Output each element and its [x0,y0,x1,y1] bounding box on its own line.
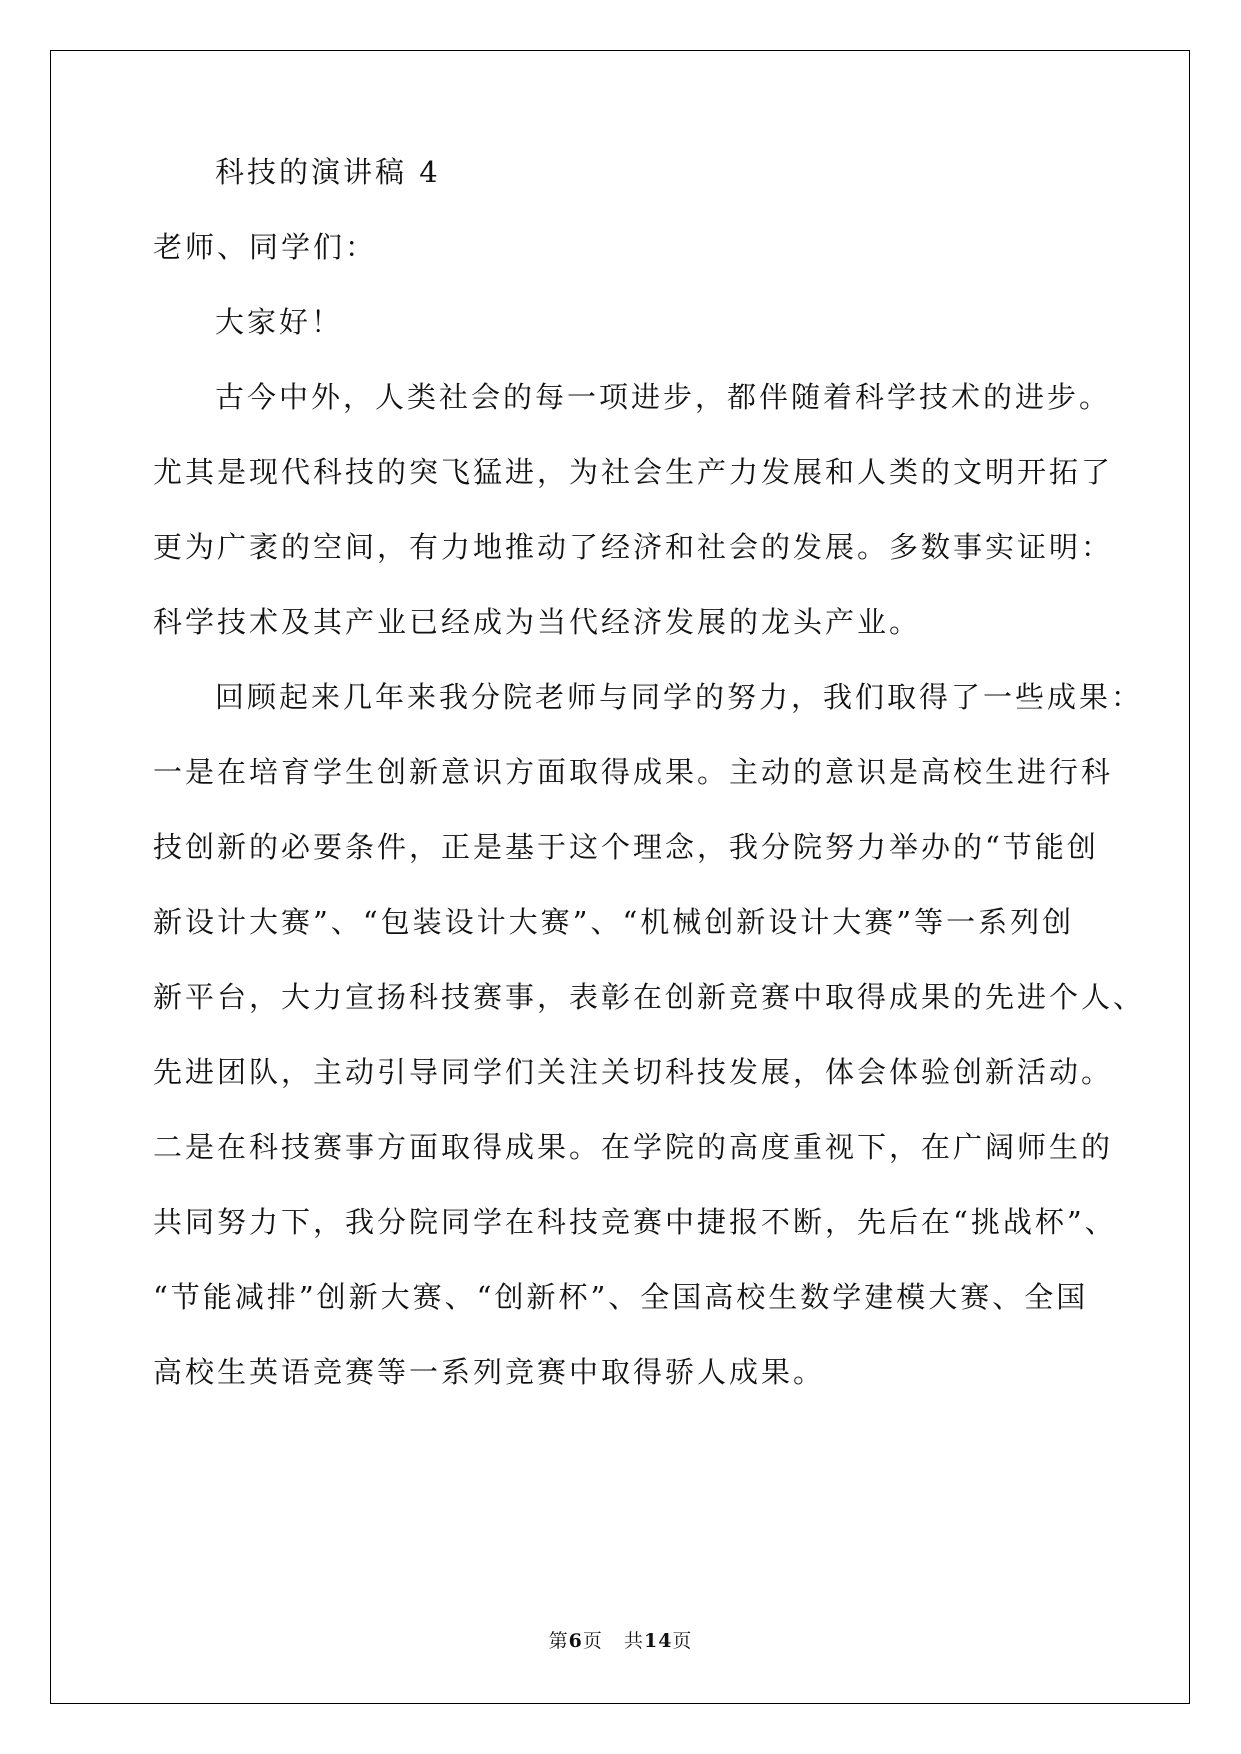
paragraph-line: 科学技术及其产业已经成为当代经济发展的龙头产业。 [153,605,922,639]
paragraph-line: 先进团队，主动引导同学们关注关切科技发展，体会体验创新活动。 [153,1055,1114,1089]
paragraph-line: 新平台，大力宣扬科技赛事，表彰在创新竞赛中取得成果的先进个人、 [153,980,1146,1014]
salutation: 老师、同学们： [153,230,378,264]
paragraph-line: 新设计大赛”、“包装设计大赛”、“机械创新设计大赛”等一系列创 [153,905,1075,939]
paragraph-line: 技创新的必要条件，正是基于这个理念，我分院努力举办的“节能创 [153,830,1099,864]
paragraph-line: 共同努力下，我分院同学在科技竞赛中捷报不断，先后在“挑战杯”、 [153,1205,1117,1239]
footer-prefix: 第 [548,1630,569,1652]
document-title: 科技的演讲稿 4 [215,155,441,189]
paragraph-line: 尤其是现代科技的突飞猛进，为社会生产力发展和人类的文明开拓了 [153,455,1114,489]
footer-total-prefix: 共 [623,1630,644,1652]
paragraph-line: 回顾起来几年来我分院老师与同学的努力，我们取得了一些成果： [215,680,1144,714]
page-border [50,50,1190,1704]
paragraph-line: “节能减排”创新大赛、“创新杯”、全国高校生数学建模大赛、全国 [153,1280,1089,1314]
paragraph-line: 二是在科技赛事方面取得成果。在学院的高度重视下，在广阔师生的 [153,1130,1114,1164]
paragraph-line: 古今中外，人类社会的每一项进步，都伴随着科学技术的进步。 [215,380,1112,414]
paragraph-line: 更为广袤的空间，有力地推动了经济和社会的发展。多数事实证明： [153,530,1114,564]
paragraph-line: 一是在培育学生创新意识方面取得成果。主动的意识是高校生进行科 [153,755,1114,789]
paragraph-line: 高校生英语竞赛等一系列竞赛中取得骄人成果。 [153,1355,826,1389]
footer-page-suffix: 页 [582,1630,603,1652]
greeting: 大家好！ [215,305,344,339]
total-pages: 14 [643,1630,673,1652]
page-footer [0,1629,1241,1653]
page-number: 6 [568,1630,583,1652]
footer-total-suffix: 页 [672,1630,693,1652]
